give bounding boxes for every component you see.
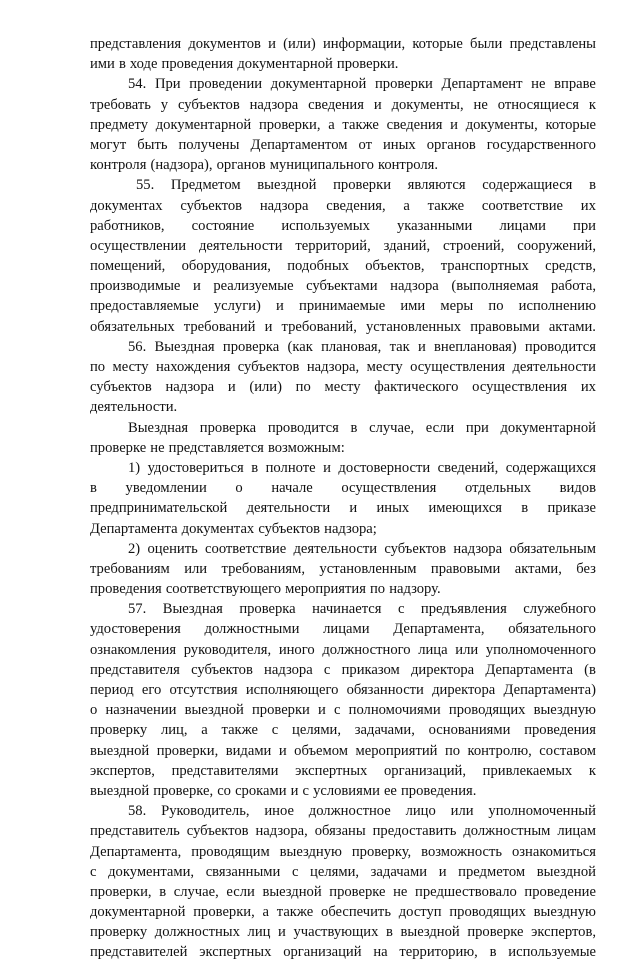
text-line: о назначении выездной проверки и с полномочиями проводящих выездную: [90, 702, 596, 719]
text-line: выездной проверке, со сроками и с условиями ее проведения.: [90, 782, 477, 799]
text-line: помещений, оборудования, подобных объектов, транспортных средств,: [90, 258, 596, 275]
text-line: ими в ходе проведения документарной проверки.: [90, 56, 399, 73]
text-line: представитель субъектов надзора, обязаны предоставить должностным лицам: [90, 823, 596, 840]
text-line: производимые и реализуемые субъектами надзора (выполняемая работа,: [90, 278, 596, 295]
text-line: удостоверения должностными лицами Департамента, обязательного: [90, 621, 596, 638]
text-line: Департамента, проводящим выездную проверку, возможность ознакомиться: [90, 843, 596, 860]
text-line: субъектов надзора и (или) по месту фактического осуществления их: [90, 379, 596, 396]
text-line: 55. Предметом выездной проверки являются содержащиеся в: [136, 177, 596, 194]
text-line: проведения соответствующего мероприятия по надзору.: [90, 581, 441, 598]
text-line: 2) оценить соответствие деятельности субъектов надзора обязательным: [128, 540, 596, 557]
text-line: ознакомления руководителя, иного должностного лица или уполномоченного: [90, 641, 596, 658]
text-line: представителя субъектов надзора с приказом директора Департамента (в: [90, 661, 596, 678]
text-line: проверку должностных лиц и участвующих в выездной проверке экспертов,: [90, 924, 596, 941]
text-line: выездной проверки, видами и объемом мероприятий по контролю, составом: [90, 742, 596, 759]
text-line: представления документов и (или) информации, которые были представлены: [90, 36, 596, 52]
text-line: 54. При проведении документарной проверки Департамент не вправе: [128, 76, 596, 93]
text-line: обязательных требований и требований, установленных правовыми актами.: [90, 318, 596, 335]
text-line: проверку лиц, а также с целями, задачами, основаниями проведения: [90, 722, 596, 739]
text-line: проверке не представляется возможным:: [90, 439, 345, 456]
text-line: осуществлении деятельности территорий, зданий, строений, сооружений,: [90, 237, 596, 254]
text-line: 56. Выездная проверка (как плановая, так и внеплановая) проводится: [128, 338, 596, 355]
text-line: Выездная проверка проводится в случае, если при документарной: [128, 419, 596, 436]
text-line: документах субъектов надзора сведения, а также соответствие их: [90, 197, 596, 214]
text-line: предпринимательской деятельности и иных имеющихся в приказе: [90, 500, 596, 517]
text-line: 1) удостовериться в полноте и достоверности сведений, содержащихся: [128, 459, 596, 476]
text-line: Департамента документах субъектов надзора;: [90, 520, 377, 537]
text-line: 57. Выездная проверка начинается с предъявления служебного: [128, 601, 596, 618]
text-line: по месту нахождения субъектов надзора, месту осуществления деятельности: [90, 359, 596, 375]
document-page: [90, 34, 596, 963]
text-line: 58. Руководитель, иное должностное лицо или уполномоченный: [128, 803, 596, 820]
text-line: требовать у субъектов надзора сведения и документы, не относящиеся к: [90, 96, 596, 113]
text-line: требованиям или требованиям, установленным правовыми актами, без: [90, 560, 596, 577]
text-line: деятельности.: [90, 399, 178, 416]
text-line: период его отсутствия исполняющего обязанности директора Департамента): [90, 682, 596, 698]
text-line: документарной проверки, а также обеспечить доступ проводящих выездную: [90, 904, 596, 921]
text-line: представителей экспертных организаций на территорию, в используемые: [90, 944, 596, 961]
text-line: экспертов, представителями экспертных организаций, привлекаемых к: [90, 762, 596, 779]
text-line: контроля (надзора), органов муниципального контроля.: [90, 157, 439, 174]
text-line: с документами, связанными с целями, задачами и предметом выездной: [90, 863, 596, 880]
text-line: предмету документарной проверки, а также сведения и документы, которые: [90, 116, 596, 133]
text-line: могут быть получены Департаментом от иных органов государственного: [90, 136, 596, 153]
text-line: предоставляемые услуги) и принимаемые ими меры по исполнению: [90, 298, 596, 315]
text-line: проверки, в случае, если выездной проверке не предшествовало проведение: [90, 883, 596, 900]
text-line: работников, состояние используемых указанными лицами при: [90, 217, 596, 234]
text-line: в уведомлении о начале осуществления отдельных видов: [90, 480, 596, 497]
